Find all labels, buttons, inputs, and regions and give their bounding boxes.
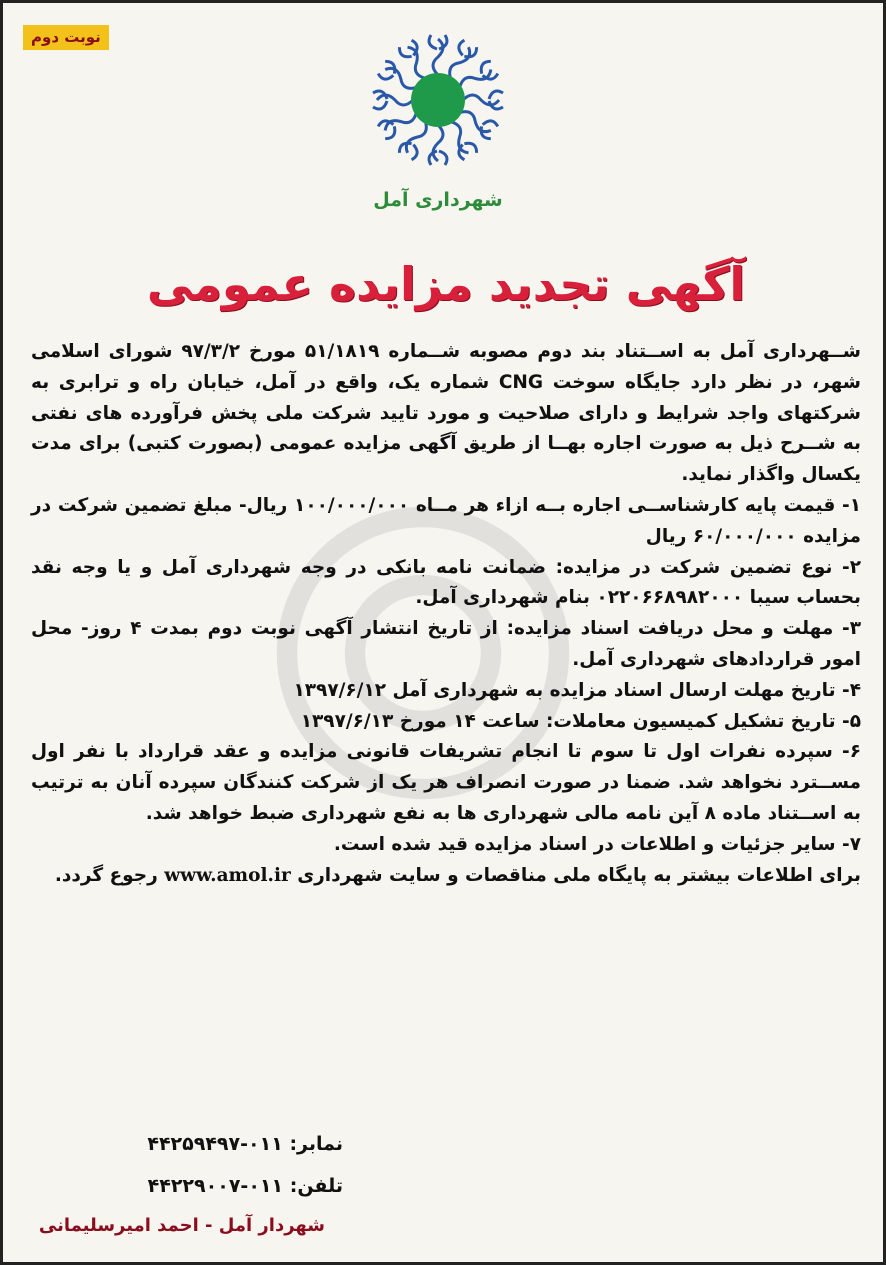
item-7: ۷- سایر جزئیات و اطلاعات در اسناد مزایده قید شده است. — [333, 833, 861, 855]
municipality-logo-icon — [363, 25, 513, 175]
fax-number: ۰۱۱-۴۴۲۵۹۴۹۷ — [147, 1133, 283, 1155]
more-info — [31, 861, 861, 892]
fax-line — [43, 1133, 343, 1155]
organization-name: شهرداری آمل — [373, 189, 503, 211]
notice-body — [31, 337, 861, 891]
phone-line — [43, 1175, 343, 1197]
fax-label: نمابر: — [289, 1133, 343, 1155]
phone-label: تلفن: — [289, 1175, 343, 1197]
intro-paragraph: شــهرداری آمل به اســتناد بند دوم مصوبه شــماره ۵۱/۱۸۱۹ مورخ ۹۷/۳/۲ شورای اسلامی شهر، در نظر دارد جایگاه سوخت CNG شماره یک، واقع در آمل، خیابان راه و ترابری به شرکتهای واجد شرایط و دارای صلاحیت و مورد تایید شرکت ملی پخش فرآورده های نفتی به شــرح ذیل به صورت اجاره بهــا از طریق آگهی مزایده عمومی (بصورت کتبی) برای مدت یکسال واگذار نماید. — [31, 341, 862, 486]
signature: شهردار آمل - احمد امیرسلیمانی — [38, 1215, 325, 1236]
item-2: ۲- نوع تضمین شرکت در مزایده: ضمانت نامه بانکی در وجه شهرداری آمل و یا وجه نقد بحساب سیبا ۰۲۲۰۶۶۸۹۸۲۰۰۰ بنام شهرداری آمل. — [31, 556, 861, 609]
item-4: ۴- تاریخ مهلت ارسال اسناد مزایده به شهرداری آمل ۱۳۹۷/۶/۱۲ — [293, 679, 861, 701]
website-link[interactable]: www.amol.ir — [164, 864, 291, 886]
phone-number: ۰۱۱-۴۴۲۲۹۰۰۷ — [147, 1175, 284, 1197]
item-6: ۶- سپرده نفرات اول تا سوم تا انجام تشریفات قانونی مزایده و عقد قرارداد با نفر اول مســترد نخواهد شد. ضمنا در صورت انصراف هر یک از شرکت کنندگان سپرده آنان به ترتیب به اســتناد ماده ۸ آین نامه مالی شهرداری ها به نفع شهرداری ضبط خواهد شد. — [31, 741, 861, 824]
item-3: ۳- مهلت و محل دریافت اسناد مزایده: از تاریخ انتشار آگهی نوبت دوم بمدت ۴ روز- محل امور قراردادهای شهرداری آمل. — [31, 618, 861, 670]
item-5: ۵- تاریخ تشکیل کمیسیون معاملات: ساعت ۱۴ مورخ ۱۳۹۷/۶/۱۳ — [300, 710, 861, 732]
round-badge: نوبت دوم — [23, 25, 109, 50]
more-info-end: رجوع گردد. — [54, 864, 158, 886]
item-1: ۱- قیمت پایه کارشناســی اجاره بــه ازاء هر مــاه ۱۰۰/۰۰۰/۰۰۰ ریال- مبلغ تضمین شرکت در مزایده ۶۰/۰۰۰/۰۰۰ ریال — [31, 494, 862, 547]
notice-title: آگهی تجدید مزایده عمومی — [146, 257, 746, 311]
more-info-text: برای اطلاعات بیشتر به پایگاه ملی مناقصات و سایت شهرداری — [297, 864, 861, 886]
